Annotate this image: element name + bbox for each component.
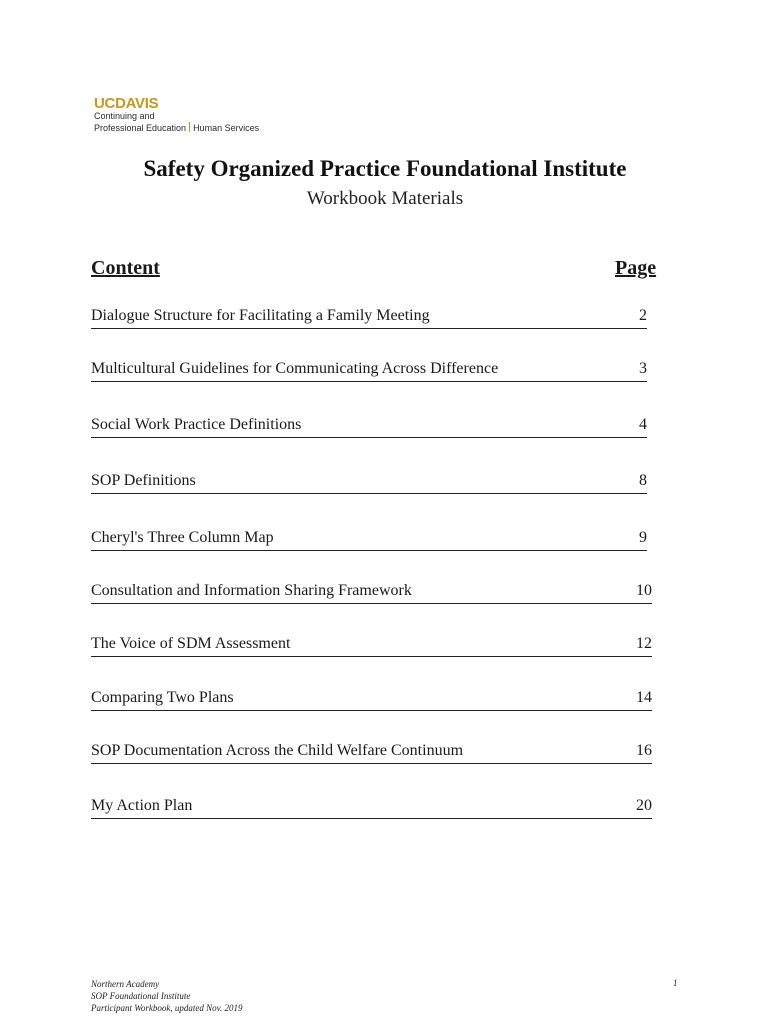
toc-entry[interactable] (91, 581, 652, 604)
toc-entry-page: 20 (636, 797, 652, 814)
toc-entry[interactable] (91, 741, 652, 764)
logo-divider (189, 122, 190, 132)
document-title: Safety Organized Practice Foundational Institute (143, 156, 627, 181)
toc-entry-label: Social Work Practice Definitions (91, 416, 302, 433)
page-heading: Page (615, 257, 657, 279)
logo-line-2a: Professional Education (94, 123, 187, 133)
toc-entry-label: Dialogue Structure for Facilitating a Family Meeting (91, 307, 430, 324)
toc-entry-page: 16 (636, 742, 652, 759)
footer-line-3: Participant Workbook, updated Nov. 2019 (91, 1003, 243, 1013)
logo-brand: UCDAVIS (94, 95, 159, 112)
toc-entry-label: My Action Plan (91, 797, 193, 814)
toc-entry-page: 4 (639, 416, 647, 433)
toc-entry-page: 12 (636, 635, 652, 652)
toc-entry[interactable] (91, 688, 652, 711)
page-number: 1 (673, 978, 678, 988)
toc-entry[interactable] (91, 528, 647, 551)
toc-entry-page: 10 (636, 582, 652, 599)
toc-entry[interactable] (91, 471, 647, 494)
document-subtitle: Workbook Materials (306, 188, 464, 209)
content-heading: Content (91, 257, 160, 279)
toc-entry[interactable] (91, 796, 652, 819)
toc-entry-label: Consultation and Information Sharing Framework (91, 582, 412, 599)
logo-line-2 (94, 122, 259, 134)
toc-entry[interactable] (91, 415, 647, 438)
footer-line-1: Northern Academy (91, 979, 160, 989)
toc-entry-label: Comparing Two Plans (91, 689, 234, 706)
toc-entry-label: Multicultural Guidelines for Communicating Across Difference (91, 360, 499, 377)
toc-entry[interactable] (91, 306, 647, 329)
toc-entry-label: The Voice of SDM Assessment (91, 635, 291, 652)
toc-entry-page: 14 (636, 689, 652, 706)
toc-entry-label: Cheryl's Three Column Map (91, 529, 274, 546)
toc-entry-page: 8 (639, 472, 647, 489)
toc-entry-page: 2 (639, 307, 647, 324)
toc-entry-label: SOP Documentation Across the Child Welfare Continuum (91, 742, 464, 759)
toc-entry-page: 9 (639, 529, 647, 546)
footer-line-2: SOP Foundational Institute (91, 991, 191, 1001)
toc-entry-label: SOP Definitions (91, 472, 196, 489)
toc-entry[interactable] (91, 359, 647, 382)
logo-line-1: Continuing and (94, 111, 155, 121)
ucdavis-logo (94, 96, 259, 134)
footer (91, 978, 242, 1014)
toc-entry-page: 3 (639, 360, 647, 377)
logo-line-2b: Human Services (193, 123, 260, 133)
toc-entry[interactable] (91, 634, 652, 657)
